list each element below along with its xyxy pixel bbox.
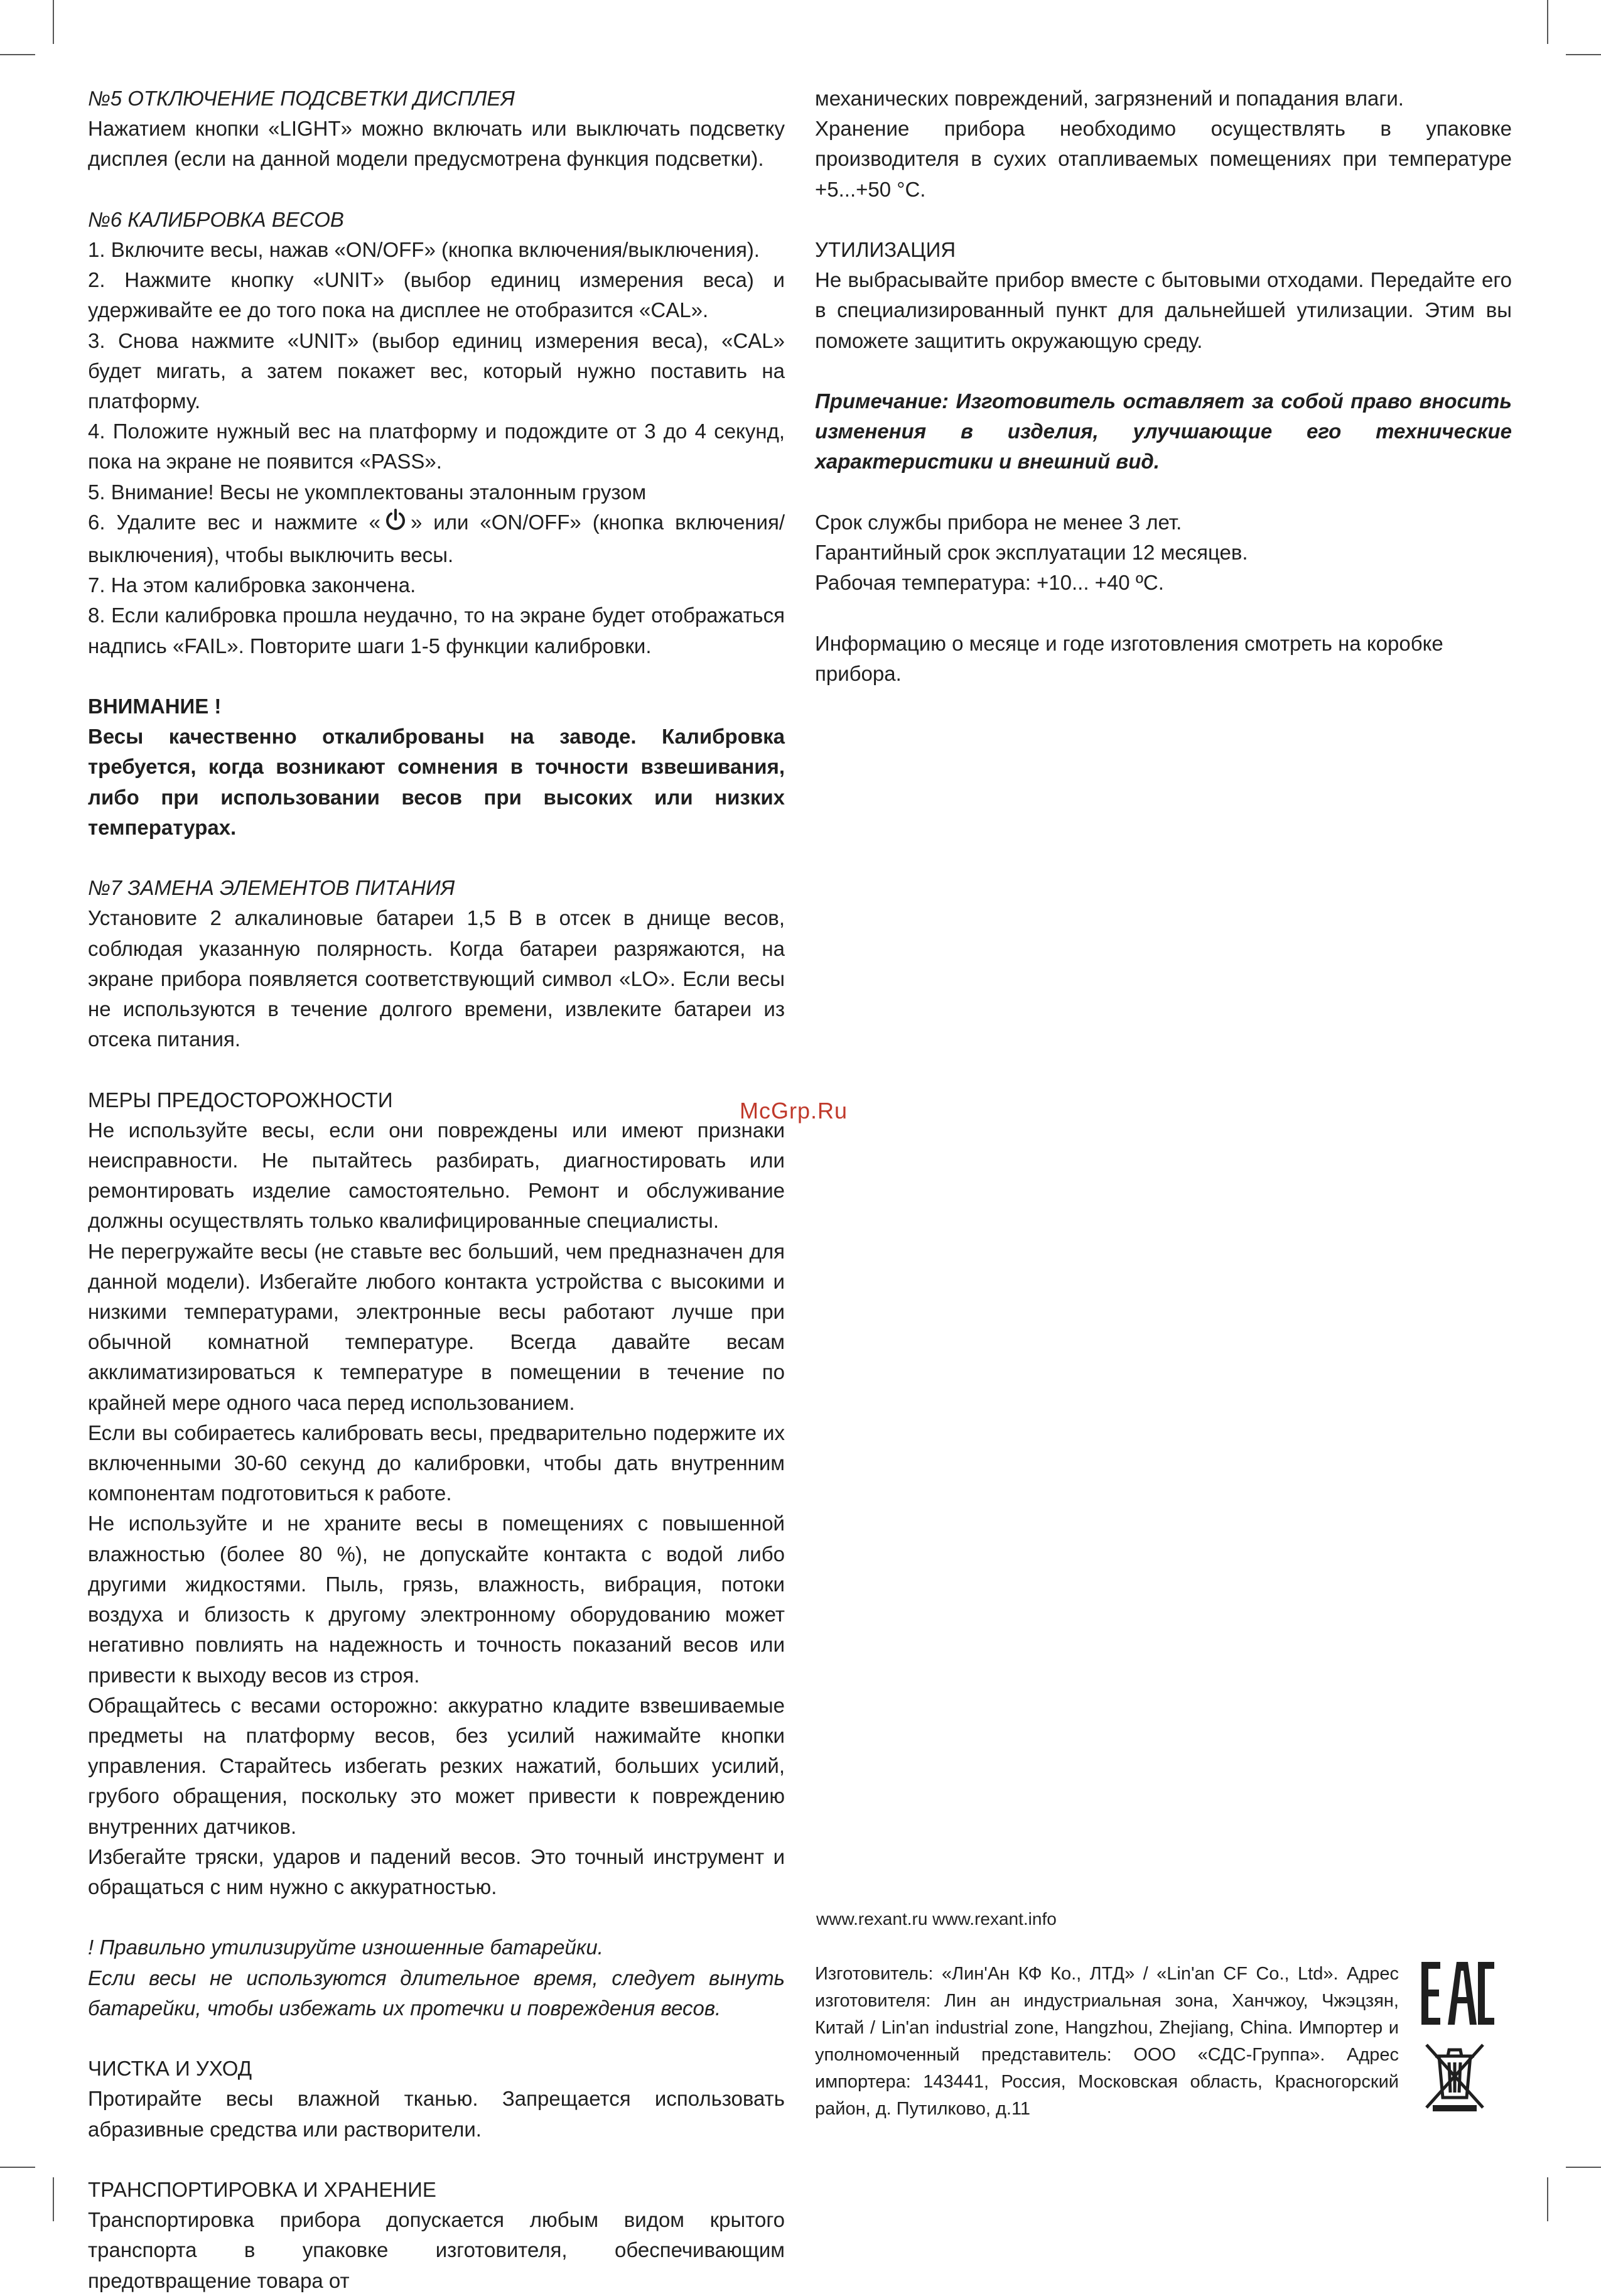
manufacturer-info: Изготовитель: «Лин'Ан КФ Ко., ЛТД» / «Lin'an CF Co., Ltd». Адрес изготовителя: Лин ан индустриальная зона, Ханчжоу, Чжэцзян, Китай / Lin'an industrial zone, Hangzhou, Zhejiang, China. Импортер и уполномоченный представитель: ООО «СДС-Группа». Адрес импортера: 143441, Россия, Московская область, Красногорский район, д. Путилково, д.11 <box>815 1964 1399 2119</box>
transport-text-continued: механических повреждений, загрязнений и попадания влаги. <box>815 87 1404 110</box>
calibration-step: 2. Нажмите кнопку «UNIT» (выбор единиц измерения веса) и удерживайте ее до того пока на дисплее не отобразится «CAL». <box>88 268 785 322</box>
calibration-step: 7. На этом калибровка закончена. <box>88 573 416 597</box>
crop-mark <box>53 2177 54 2221</box>
manufacture-date-info: Информацию о месяце и годе изготовления смотреть на коробке прибора. <box>815 631 1443 685</box>
disposal-text: Не выбрасывайте прибор вместе с бытовыми отходами. Передайте его в специализированный пункт для дальнейшей утилизации. Этим вы поможете защитить окружающую среду. <box>815 268 1512 352</box>
section-title-backlight: №5 ОТКЛЮЧЕНИЕ ПОДСВЕТКИ ДИСПЛЕЯ <box>88 87 515 110</box>
transport-text: Транспортировка прибора допускается любым видом крытого транспорта в упаковке изготовителя, обеспечивающим предотвращение товара от <box>88 2208 785 2292</box>
calibration-step: 4. Положите нужный вес на платформу и подождите от 3 до 4 секунд, пока на экране не появится «PASS». <box>88 420 785 474</box>
eac-mark <box>1421 1962 1494 2028</box>
crop-mark <box>0 54 35 55</box>
service-life: Срок службы прибора не менее 3 лет. <box>815 510 1182 534</box>
crop-mark <box>1547 0 1548 44</box>
calibration-step: 8. Если калибровка прошла неудачно, то на экране будет отображаться надпись «FAIL». Повторите шаги 1-5 функции калибровки. <box>88 604 785 658</box>
calibration-step: 3. Снова нажмите «UNIT» (выбор единиц измерения веса), «CAL» будет мигать, а затем покажет вес, который нужно поставить на платформу. <box>88 328 785 413</box>
crop-mark <box>1566 2167 1601 2168</box>
safety-paragraph: Обращайтесь с весами осторожно: аккуратно кладите взвешиваемые предметы на платформу весов, без усилий нажимайте кнопки управления. Старайтесь избегать резких нажатий, больших усилий, грубого обращения, поскольку это может привести к повреждению внутренних датчиков. <box>88 1693 785 1838</box>
section-title-calibration: №6 КАЛИБРОВКА ВЕСОВ <box>88 207 344 231</box>
safety-paragraph: Не перегружайте весы (не ставьте вес больший, чем предназначен для данной модели). Избегайте любого контакта устройства с высокими и низкими температурами, электронные весы работают лучше при обычной комнатной температуре. Всегда давайте весам акклиматизироваться к температуре в помещении в течение по крайней мере одного часа перед использованием. <box>88 1239 785 1414</box>
warning-title: ВНИМАНИЕ ! <box>88 695 222 718</box>
calibration-step: 1. Включите весы, нажав «ON/OFF» (кнопка включения/выключения). <box>88 238 760 261</box>
calibration-step-part: 6. Удалите вес и нажмите « <box>88 510 380 534</box>
care-text: Протирайте весы влажной тканью. Запрещается использовать абразивные средства или растворители. <box>88 2087 785 2141</box>
section-title-disposal: УТИЛИЗАЦИЯ <box>815 238 956 261</box>
power-icon <box>384 508 407 540</box>
crop-mark <box>0 2167 35 2168</box>
safety-paragraph: Не используйте и не храните весы в помещениях с повышенной влажностью (более 80 %), не допускайте контакта с водой либо другими жидкостями. Пыль, грязь, влажность, вибрация, потоки воздуха и близость к другому электронному оборудованию может негативно повлиять на надежность и точность показаний весов или привести к выходу весов из строя. <box>88 1512 785 1687</box>
safety-paragraph: Не используйте весы, если они повреждены или имеют признаки неисправности. Не пытайтесь разбирать, диагностировать или ремонтировать изделие самостоятельно. Ремонт и обслуживание должны осуществлять только квалифицированные специалисты. <box>88 1118 785 1233</box>
operating-temperature: Рабочая температура: +10... +40 ºС. <box>815 571 1164 595</box>
batteries-text: Установите 2 алкалиновые батареи 1,5 В в отсек в днище весов, соблюдая указанную полярность. Когда батареи разряжаются, на экране прибора появляется соответствующий символ «LO». Если весы не используются в течение долгого времени, извлеките батареи из отсека питания. <box>88 906 785 1051</box>
section-title-batteries: №7 ЗАМЕНА ЭЛЕМЕНТОВ ПИТАНИЯ <box>88 876 455 900</box>
calibration-step <box>88 507 785 570</box>
calibration-step-part: » или «ON/OFF» (кнопка включения/выключения), чтобы выключить весы. <box>88 510 785 567</box>
crop-mark <box>1566 54 1601 55</box>
section-title-transport: ТРАНСПОРТИРОВКА И ХРАНЕНИЕ <box>88 2177 436 2201</box>
crop-mark <box>53 0 54 44</box>
left-column <box>88 84 785 2296</box>
manufacturer-note <box>815 386 1512 477</box>
note-label: Примечание: <box>815 389 949 413</box>
safety-paragraph: Избегайте тряски, ударов и падений весов. Это точный инструмент и обращаться с ним нужно с аккуратностью. <box>88 1844 785 1898</box>
backlight-text: Нажатием кнопки «LIGHT» можно включать или выключать подсветку дисплея (если на данной модели предусмотрена функция подсветки). <box>88 117 785 171</box>
storage-text: Хранение прибора необходимо осуществлять в упаковке производителя в сухих отапливаемых помещениях при температуре +5...+50 °С. <box>815 117 1512 201</box>
calibration-step: 5. Внимание! Весы не укомплектованы эталонным грузом <box>88 480 647 504</box>
section-title-safety: МЕРЫ ПРЕДОСТОРОЖНОСТИ <box>88 1088 393 1112</box>
section-title-care: ЧИСТКА И УХОД <box>88 2057 252 2081</box>
weee-bin-icon <box>1420 2040 1489 2117</box>
right-column <box>815 84 1512 689</box>
warranty-period: Гарантийный срок эксплуатации 12 месяцев. <box>815 541 1248 564</box>
warning-text: Весы качественно откалиброваны на заводе. Калибровка требуется, когда возникают сомнения в точности взвешивания, либо при использовании весов при высоких или низких температурах. <box>88 725 785 839</box>
crop-mark <box>1547 2177 1548 2221</box>
battery-note: ! Правильно утилизируйте изношенные батарейки. <box>88 1936 603 1959</box>
website-links[interactable]: www.rexant.ru www.rexant.info <box>816 1909 1057 1929</box>
watermark: McGrp.Ru <box>740 1098 848 1124</box>
safety-paragraph: Если вы собираетесь калибровать весы, предварительно подержите их включенными 30-60 секунд до калибровки, чтобы дать внутренним компонентам подготовиться к работе. <box>88 1421 785 1505</box>
battery-note: Если весы не используются длительное время, следует вынуть батарейки, чтобы избежать их протечки и повреждения весов. <box>88 1966 785 2020</box>
note-text: Изготовитель оставляет за собой право вносить изменения в изделия, улучшающие его технические характеристики и внешний вид. <box>815 389 1512 474</box>
